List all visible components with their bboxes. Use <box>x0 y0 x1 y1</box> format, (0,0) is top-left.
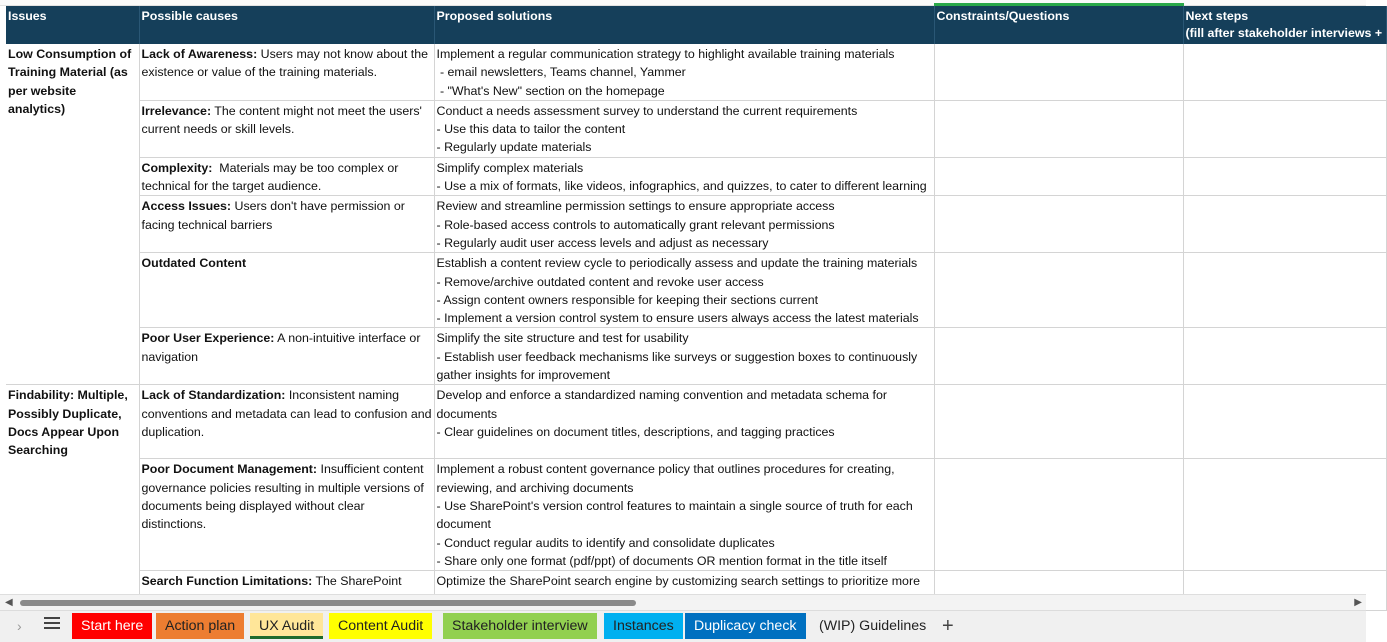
solution-line: Implement a regular communication strategy to highlight available training materials <box>436 47 895 61</box>
solution-line: - Implement a version control system to ensure users always access the latest materials <box>436 311 919 326</box>
solution-line: Simplify complex materials <box>436 160 584 175</box>
constraints-cell[interactable] <box>934 253 1183 328</box>
next-steps-cell[interactable] <box>1183 459 1386 571</box>
constraints-cell[interactable] <box>934 157 1183 196</box>
solution-cell[interactable] <box>434 328 934 385</box>
solution-line: - Assign content owners responsible for keeping their sections current <box>436 292 819 307</box>
issue-cell[interactable]: Low Consumption of Training Material (as per website analytics) <box>6 44 139 385</box>
solution-line: Review and streamline permission settings to ensure appropriate access <box>436 199 835 214</box>
cause-cell[interactable] <box>139 385 434 459</box>
solution-cell[interactable] <box>434 196 934 253</box>
header-possible-causes[interactable]: Possible causes <box>139 6 434 44</box>
cause-lead: Irrelevance: <box>141 103 212 118</box>
next-steps-cell[interactable] <box>1183 100 1386 157</box>
solution-line: - Use this data to tailor the content <box>436 122 626 137</box>
solution-line: Develop and enforce a standardized naming convention and metadata schema for <box>436 388 887 403</box>
solution-cell[interactable] <box>434 385 934 459</box>
horizontal-scrollbar[interactable] <box>0 594 1366 610</box>
header-next-steps[interactable]: Next steps (fill after stakeholder interviews + <box>1183 6 1386 44</box>
cause-lead: Complexity: <box>141 160 213 175</box>
scroll-right-icon[interactable]: ▶ <box>1354 597 1362 608</box>
table-row <box>6 385 1386 459</box>
header-proposed-solutions[interactable]: Proposed solutions <box>434 6 934 44</box>
cause-text: Users don't have permission or facing technical barriers <box>141 199 409 232</box>
issue-cell[interactable]: Findability: Multiple, Possibly Duplicate, Docs Appear Upon Searching <box>6 385 139 611</box>
constraints-cell[interactable] <box>934 196 1183 253</box>
constraints-cell[interactable] <box>934 44 1183 100</box>
next-steps-cell[interactable] <box>1183 157 1386 196</box>
solution-line: - Conduct regular audits to identify and consolidate duplicates <box>436 535 775 550</box>
chevron-right-icon[interactable]: › <box>17 618 22 634</box>
solution-line: Conduct a needs assessment survey to understand the current requirements <box>436 103 858 118</box>
header-constraints-questions[interactable]: Constraints/Questions <box>934 6 1183 44</box>
solution-line: - Role-based access controls to automatically grant relevant permissions <box>436 217 835 232</box>
cause-text: Inconsistent naming conventions and metadata can lead to confusion and duplication. <box>141 388 435 439</box>
sheet-tab[interactable]: Duplicacy check <box>685 613 806 639</box>
table-row <box>6 328 1386 385</box>
header-issues[interactable]: Issues <box>6 6 139 44</box>
cause-cell[interactable] <box>139 459 434 571</box>
solution-line: - Share only one format (pdf/ppt) of documents OR mention format in the title itself <box>436 553 887 568</box>
solution-cell[interactable] <box>434 44 934 100</box>
solution-line: documents <box>436 406 498 421</box>
cause-lead: Poor Document Management: <box>141 462 318 477</box>
sheet-tab[interactable]: UX Audit <box>250 613 323 639</box>
cause-text: Insufficient content governance policies resulting in multiple versions of documents being displayed without clear distinctions. <box>141 462 428 532</box>
constraints-cell[interactable] <box>934 100 1183 157</box>
sheet-tab[interactable]: Start here <box>72 613 152 639</box>
cause-lead: Access Issues: <box>141 199 232 214</box>
solution-cell[interactable] <box>434 253 934 328</box>
cause-text: A non-intuitive interface or navigation <box>141 331 424 364</box>
sheet-tab[interactable]: Action plan <box>156 613 244 639</box>
cause-cell[interactable] <box>139 100 434 157</box>
solution-line: - Regularly update materials <box>436 140 592 155</box>
next-steps-cell[interactable] <box>1183 196 1386 253</box>
cause-text: The SharePoint <box>315 574 402 589</box>
scrollbar-thumb[interactable] <box>20 600 636 606</box>
solution-line: - Establish user feedback mechanisms like surveys or suggestion boxes to continuously <box>436 349 918 364</box>
table-row <box>6 459 1386 571</box>
solution-cell[interactable] <box>434 459 934 571</box>
cause-cell[interactable] <box>139 44 434 100</box>
solution-line: - "What's New" section on the homepage <box>436 83 665 98</box>
table-row <box>6 44 1386 100</box>
table-row <box>6 253 1386 328</box>
solution-line: - Clear guidelines on document titles, descriptions, and tagging practices <box>436 424 835 439</box>
cause-lead: Lack of Awareness: <box>141 47 258 61</box>
cause-lead: Search Function Limitations: <box>141 574 313 589</box>
solution-line: gather insights for improvement <box>436 368 611 383</box>
next-steps-cell[interactable] <box>1183 253 1386 328</box>
solution-line: - Regularly audit user access levels and adjust as necessary <box>436 235 769 250</box>
next-steps-cell[interactable] <box>1183 385 1386 459</box>
constraints-cell[interactable] <box>934 459 1183 571</box>
sheet-tab[interactable]: Stakeholder interview <box>443 613 597 639</box>
solution-line: Implement a robust content governance policy that outlines procedures for creating, <box>436 462 895 477</box>
cause-lead: Poor User Experience: <box>141 331 275 346</box>
solution-line: reviewing, and archiving documents <box>436 480 634 495</box>
cause-lead: Outdated Content <box>141 256 247 271</box>
constraints-cell[interactable] <box>934 328 1183 385</box>
solution-line: - Use SharePoint's version control features to maintain a single source of truth for each <box>436 498 913 513</box>
solution-line: - Use a mix of formats, like videos, infographics, and quizzes, to cater to different learning <box>436 179 927 194</box>
solution-line: Optimize the SharePoint search engine by customizing search settings to prioritize more <box>436 574 920 589</box>
table-row <box>6 100 1386 157</box>
header-next-steps-sub: (fill after stakeholder interviews + <box>1185 26 1383 40</box>
solution-line: - Remove/archive outdated content and revoke user access <box>436 274 764 289</box>
cause-cell[interactable] <box>139 253 434 328</box>
sheet-tab[interactable]: (WIP) Guidelines <box>810 613 935 639</box>
solution-line: Establish a content review cycle to periodically assess and update the training materials <box>436 256 918 271</box>
hamburger-menu-icon[interactable] <box>44 617 60 631</box>
solution-line: Simplify the site structure and test for usability <box>436 331 689 346</box>
cause-cell[interactable] <box>139 196 434 253</box>
next-steps-cell[interactable] <box>1183 328 1386 385</box>
sheet-tab[interactable]: Instances <box>604 613 683 639</box>
plus-icon[interactable]: + <box>942 615 954 637</box>
solution-line: document <box>436 517 491 532</box>
cause-text: The content might not meet the users' current needs or skill levels. <box>141 103 426 137</box>
cause-cell[interactable] <box>139 328 434 385</box>
next-steps-cell[interactable] <box>1183 44 1386 100</box>
table-row <box>6 157 1386 196</box>
cause-cell[interactable] <box>139 157 434 196</box>
header-row <box>6 6 1386 44</box>
solution-cell[interactable] <box>434 100 934 157</box>
solution-line: - email newsletters, Teams channel, Yammer <box>436 65 686 80</box>
cause-text: Users may not know about the existence or value of the training materials. <box>141 47 432 80</box>
sheet-tab[interactable]: Content Audit <box>329 613 432 639</box>
cause-text: Materials may be too complex or technical for the target audience. <box>141 160 402 194</box>
sheet-tab-bar <box>0 610 1366 642</box>
table-row <box>6 196 1386 253</box>
cause-lead: Lack of Standardization: <box>141 388 286 403</box>
solution-cell[interactable] <box>434 157 934 196</box>
audit-table <box>6 6 1387 611</box>
constraints-cell[interactable] <box>934 385 1183 459</box>
scroll-left-icon[interactable]: ◀ <box>5 597 13 608</box>
